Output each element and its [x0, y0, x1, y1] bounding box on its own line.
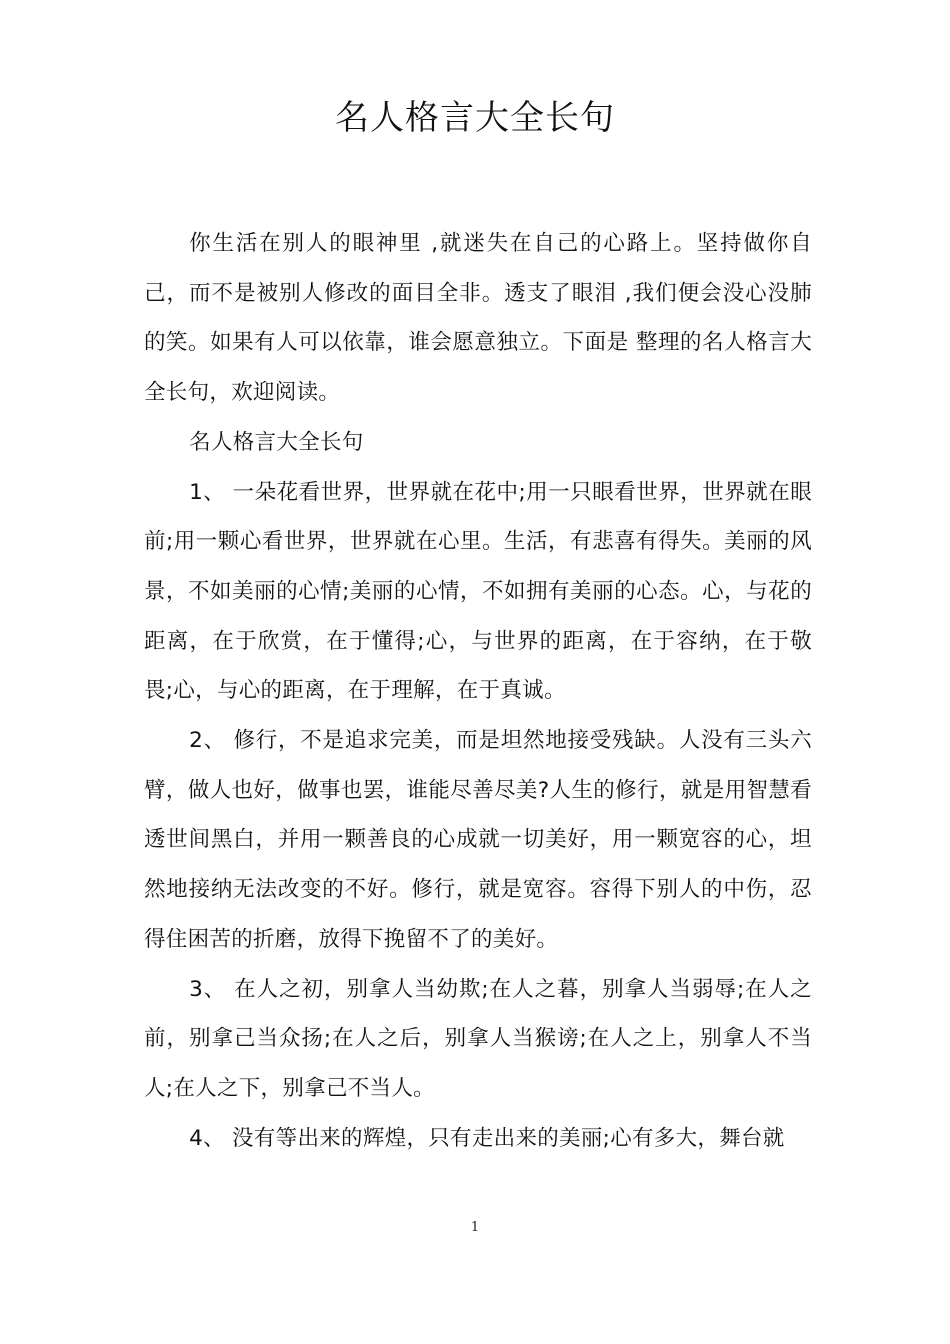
quote-paragraph-2: 2、 修行，不是追求完美，而是坦然地接受残缺。人没有三头六臂，做人也好，做事也罢，谁能尽善尽美?人生的修行，就是用智慧看透世间黑白，并用一颗善良的心成就一切美好，用一颗宽容的心，坦然地接纳无法改变的不好。修行，就是宽容。容得下别人的中伤，忍得住困苦的折磨，放得下挽留不了的美好。: [144, 728, 812, 952]
section-heading: 名人格言大全长句: [189, 429, 364, 455]
quote-paragraph-3: 3、 在人之初，别拿人当幼欺;在人之暮，别拿人当弱辱;在人之前，别拿己当众扬;在人之后，别拿人当猴谤;在人之上，别拿人不当人;在人之下，别拿己不当人。: [144, 976, 812, 1101]
document-title: 名人格言大全长句: [335, 98, 615, 138]
intro-paragraph: 你生活在别人的眼神里 ,就迷失在自己的心路上。坚持做你自己，而不是被别人修改的面目全非。透支了眼泪 ,我们便会没心没肺的笑。如果有人可以依靠，谁会愿意独立。下面是 整理的名人格言大全长句，欢迎阅读。: [144, 231, 812, 406]
quote-paragraph-4: 4、 没有等出来的辉煌，只有走出来的美丽;心有多大，舞台就: [189, 1125, 785, 1151]
quote-paragraph-1: 1、 一朵花看世界，世界就在花中;用一只眼看世界，世界就在眼前;用一颗心看世界，世界就在心里。生活，有悲喜有得失。美丽的风景，不如美丽的心情;美丽的心情，不如拥有美丽的心态。心，与花的距离，在于欣赏，在于懂得;心，与世界的距离，在于容纳，在于敬畏;心，与心的距离，在于理解，在于真诚。: [144, 479, 812, 704]
page-number: 1: [470, 1220, 480, 1235]
document-body: [144, 219, 812, 1163]
